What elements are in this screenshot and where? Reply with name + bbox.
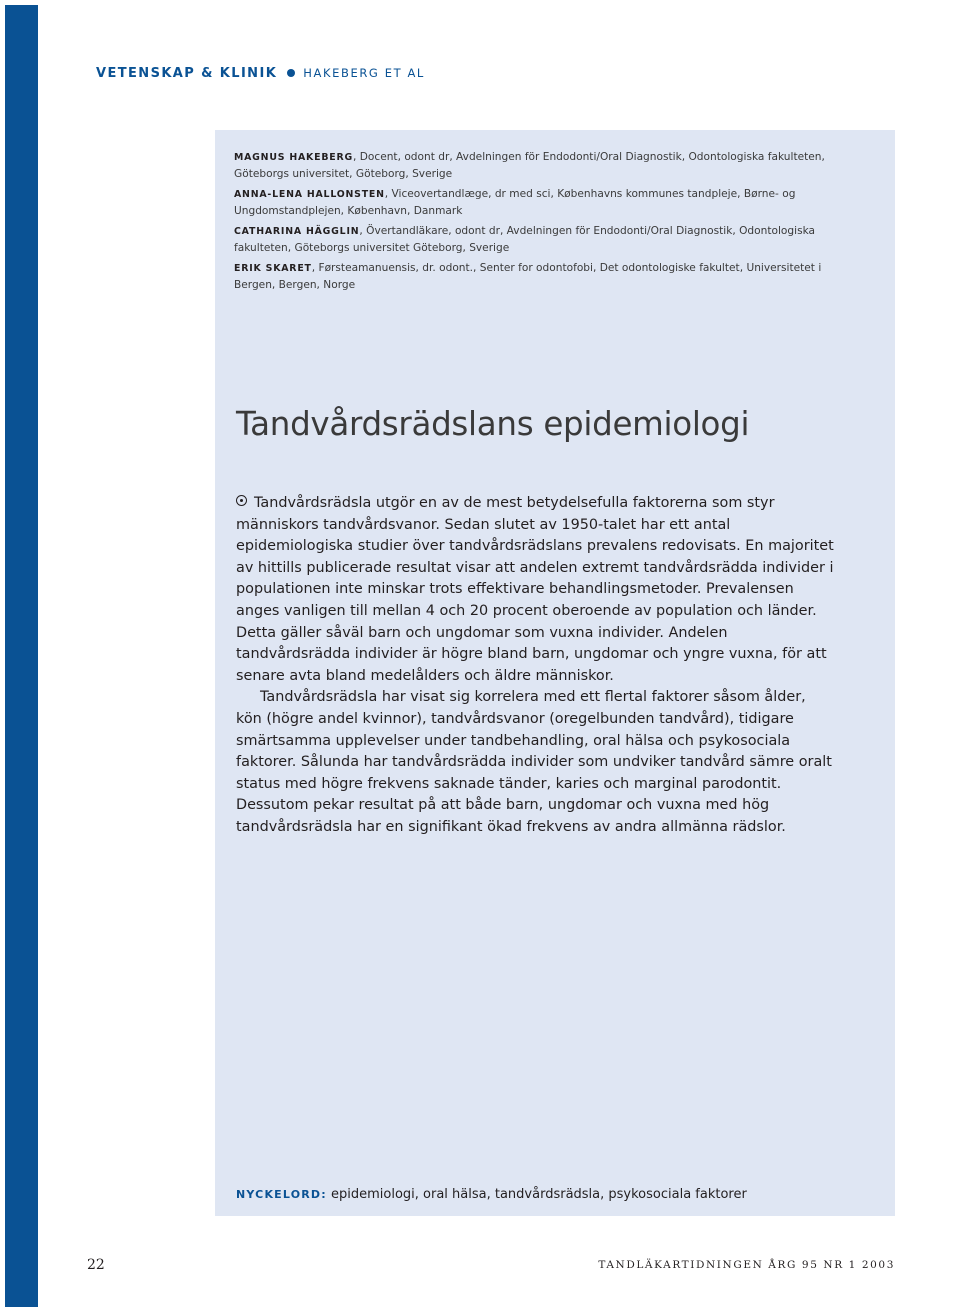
keywords-label: NYCKELORD:	[236, 1188, 327, 1201]
abstract-paragraph	[236, 493, 836, 687]
author-affiliation: , Førsteamanuensis, dr. odont., Senter for odontofobi, Det odontologiske fakultet, Universitetet i Bergen, Bergen, Norge	[234, 262, 822, 291]
author-entry	[234, 260, 834, 293]
abstract-text: Tandvårdsrädsla utgör en av de mest betydelsefulla faktorerna som styr människors tandvårdsvanor. Sedan slutet av 1950-talet har ett antal epidemiologiska studier över tandvårdsrädslans prevalens redovisats. En majoritet av hittills publicerade resultat visar att andelen extremt tandvårdsrädda individer i populationen inte minskar trots effektivare behandlingsmetoder. Prevalensen anges vanligen till mellan 4 och 20 procent oberoende av population och länder. Detta gäller såväl barn och ungdomar som vuxna individer. Andelen tandvårdsrädda individer är högre bland barn, ungdomar och yngre vuxna, för att senare avta bland medelålders och äldre människor.	[236, 495, 834, 684]
page-number: 22	[87, 1257, 105, 1273]
author-entry	[234, 149, 834, 182]
abstract	[236, 493, 836, 839]
side-color-bar	[5, 5, 38, 1307]
author-entry	[234, 223, 834, 256]
running-authors: HAKEBERG ET AL	[303, 66, 425, 80]
author-entry	[234, 186, 834, 219]
section-label: VETENSKAP & KLINIK	[96, 66, 278, 81]
author-name: ANNA-LENA HALLONSTEN	[234, 189, 385, 200]
keywords	[236, 1187, 747, 1202]
author-affiliation: , Övertandläkare, odont dr, Avdelningen för Endodonti/Oral Diagnostik, Odontologiska fakulteten, Göteborgs universitet Göteborg, Sverige	[234, 225, 816, 254]
bullet-dot-icon	[287, 69, 295, 77]
section-header	[96, 66, 425, 81]
keywords-text: epidemiologi, oral hälsa, tandvårdsrädsla, psykosociala faktorer	[331, 1187, 747, 1202]
article-title: Tandvårdsrädslans epidemiologi	[236, 405, 750, 443]
author-name: MAGNUS HAKEBERG	[234, 152, 353, 163]
author-affiliation: , Docent, odont dr, Avdelningen för Endodonti/Oral Diagnostik, Odontologiska fakulteten, Göteborgs universitet, Göteborg, Sverige	[234, 151, 825, 180]
target-icon	[236, 495, 247, 506]
author-name: CATHARINA HÄGGLIN	[234, 226, 360, 237]
author-list	[234, 149, 834, 297]
author-name: ERIK SKARET	[234, 263, 312, 274]
journal-footer: TANDLÄKARTIDNINGEN ÅRG 95 NR 1 2003	[598, 1259, 895, 1271]
author-affiliation: , Viceovertandlæge, dr med sci, Københavns kommunes tandpleje, Børne- og Ungdomstandplejen, København, Danmark	[234, 188, 796, 217]
abstract-paragraph: Tandvårdsrädsla har visat sig korrelera med ett flertal faktorer såsom ålder, kön (högre andel kvinnor), tandvårdsvanor (oregelbunden tandvård), tidigare smärtsamma upplevelser under tandbehandling, oral hälsa och psykosociala faktorer. Sålunda har tandvårdsrädda individer som undviker tandvård sämre oralt status med högre frekvens saknade tänder, karies och marginal parodontit. Dessutom pekar resultat på att både barn, ungdomar och vuxna med hög tandvårdsrädsla har en signifikant ökad frekvens av andra allmänna rädslor.	[236, 689, 832, 835]
